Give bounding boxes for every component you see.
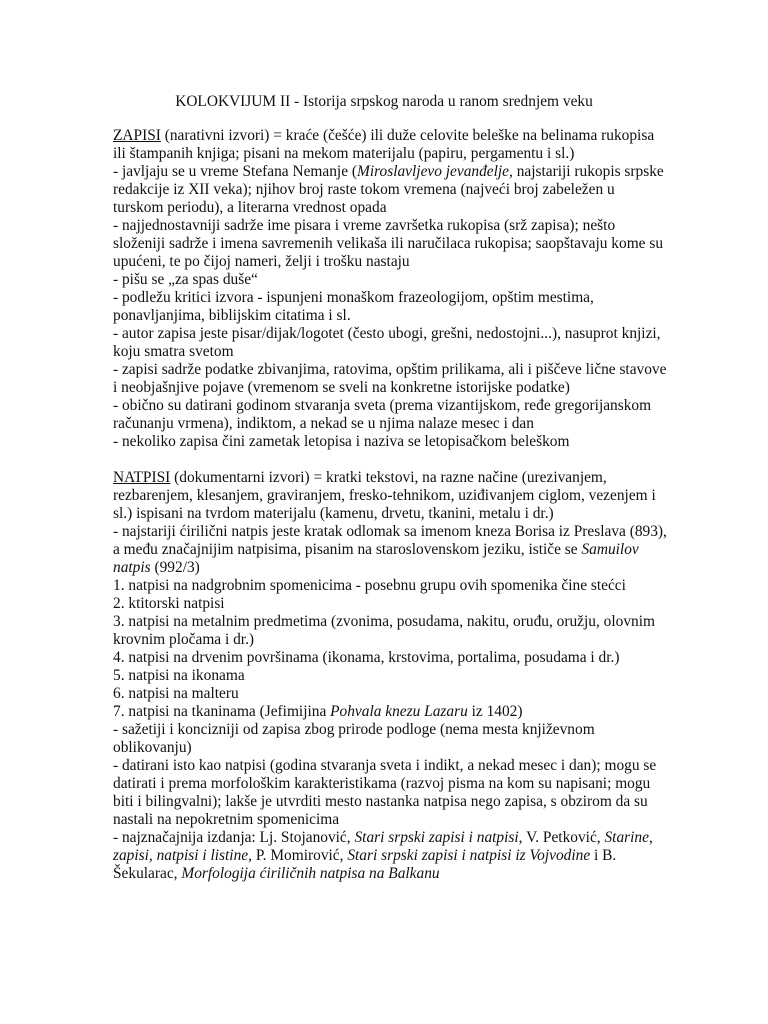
italic-title: Miroslavljevo jevanđelje [357, 163, 510, 180]
text-run: , V. Petković, [518, 829, 605, 846]
text-line [113, 181, 658, 199]
text-run: - pišu se „za spas duše“ [113, 271, 258, 288]
text-line [113, 289, 658, 307]
text-line [113, 235, 664, 253]
text-run: - autor zapisa jeste pisar/dijak/logotet (često ubogi, grešni, nedostojni...), nasuprot knjizi, [113, 325, 661, 342]
text-line [113, 325, 661, 343]
text-line [113, 415, 658, 433]
text-line [113, 559, 658, 577]
text-run: datirati i prema morfološkim karakteristikama (razvoj pisma na kom su napisani; mogu [113, 775, 651, 792]
text-line [113, 523, 667, 541]
text-line [113, 343, 658, 361]
italic-title: Pohvala knezu Lazaru [330, 703, 468, 720]
text-line [113, 721, 658, 739]
italic-title: Stari srpski zapisi i natpisi iz Vojvodine [347, 847, 591, 864]
text-run: - datirani isto kao natpisi (godina stvaranja sveta i indikt, a nekad mesec i dan); mogu se [113, 757, 657, 774]
text-run: - obično su datirani godinom stvaranja sveta (prema vizantijskom, ređe gregorijanskom [113, 397, 652, 414]
text-run: 4. natpisi na drvenim površinama (ikonama, krstovima, portalima, posudama i dr.) [113, 649, 620, 666]
text-run: ili štampanih knjiga; pisani na mekom materijalu (papiru, pergamentu i sl.) [113, 145, 575, 162]
text-run: - nekoliko zapisa čini zametak letopisa i naziva se letopisačkom beleškom [113, 433, 570, 450]
text-run: iz 1402) [467, 703, 523, 720]
text-run: 2. ktitorski natpisi [113, 595, 225, 612]
text-run: (dokumentarni izvori) = kratki tekstovi, na razne načine (urezivanjem, [170, 469, 607, 486]
text-run: , najstariji rukopis srpske [509, 163, 664, 180]
text-line [113, 271, 658, 289]
text-line [113, 847, 658, 865]
text-line [113, 793, 658, 811]
text-line [113, 631, 658, 649]
text-run: , P. Momirović, [248, 847, 348, 864]
text-run: redakcije iz XII veka); njihov broj raste tokom vremena (najveći broj zabeležen u [113, 181, 615, 198]
text-run: i neobjašnjive pojave (vremenom se sveli na konkretne istorijske podatke) [113, 379, 570, 396]
text-line [113, 775, 658, 793]
text-run: - najstariji ćirilični natpis jeste kratak odlomak sa imenom kneza Borisa iz Preslava (893), [113, 523, 667, 540]
document-title: KOLOKVIJUM II - Istorija srpskog naroda u ranom srednjem veku [175, 93, 593, 110]
italic-title: zapisi, natpisi i listine [113, 847, 249, 864]
text-line [113, 397, 658, 415]
text-run: biti i bilingvalni); lakše je utvrditi mesto nastanka natpisa nego zapisa, s obzirom da su [113, 793, 648, 810]
italic-title: Samuilov [581, 541, 639, 558]
text-line [113, 307, 658, 325]
text-run: - najznačajnija izdanja: Lj. Stojanović, [113, 829, 355, 846]
text-run: krovnim pločama i dr.) [113, 631, 255, 648]
italic-title: Morfologija ćiriličnih natpisa na Balkanu [181, 865, 440, 882]
text-line [113, 217, 658, 235]
text-line [113, 487, 658, 505]
section-zapisi [113, 127, 667, 451]
section-heading: NATPISI [113, 469, 171, 486]
section-heading: ZAPISI [113, 127, 161, 144]
text-line [113, 649, 658, 667]
text-line [113, 379, 658, 397]
text-run: 1. natpisi na nadgrobnim spomenicima - posebnu grupu ovih spomenika čine stećci [113, 577, 626, 594]
text-run: - podležu kritici izvora - ispunjeni monaškom frazeologijom, opštim mestima, [113, 289, 594, 306]
text-run: 6. natpisi na malteru [113, 685, 239, 702]
text-run: ponavljanjima, biblijskim citatima i sl. [113, 307, 351, 324]
text-line [113, 361, 667, 379]
text-run: - javljaju se u vreme Stefana Nemanje ( [113, 163, 358, 180]
text-run: - najjednostavniji sadrže ime pisara i vreme završetka rukopisa (srž zapisa); nešto [113, 217, 616, 234]
text-line [113, 685, 658, 703]
text-run: upućeni, te po čijoj nameri, želji i trošku nastaju [113, 253, 410, 270]
text-run: 3. natpisi na metalnim predmetima (zvonima, posudama, nakitu, oruđu, oružju, olovnim [113, 613, 655, 630]
text-line [113, 829, 658, 847]
text-run: koju smatra svetom [113, 343, 234, 360]
text-line [113, 163, 664, 181]
text-line [113, 577, 658, 595]
text-line [113, 865, 658, 883]
text-run: računanju vrmena), indiktom, a nekad se u njima nalaze mesec i dan [113, 415, 534, 432]
text-run: a među značajnijim natpisima, pisanim na staroslovenskom jeziku, ističe se [113, 541, 582, 558]
text-run: - zapisi sadrže podatke zbivanjima, ratovima, opštim prilikama, ali i piščeve lične stavove [113, 361, 667, 378]
text-run: (992/3) [150, 559, 200, 576]
text-run: Šekularac, [113, 865, 182, 882]
text-line [113, 127, 658, 145]
text-line [113, 703, 658, 721]
text-line [113, 667, 658, 685]
text-line [113, 613, 658, 631]
text-run: složeniji sadrže i imena savremenih velikaša ili naručilaca rukopisa; saopštavaju kome su [113, 235, 664, 252]
text-run: 7. natpisi na tkaninama (Jefimijina [113, 703, 331, 720]
text-line [113, 433, 658, 451]
text-line [113, 199, 658, 217]
text-line [113, 595, 658, 613]
text-line [113, 145, 658, 163]
text-run: sl.) ispisani na tvrdom materijalu (kamenu, drvetu, tkanini, metalu i dr.) [113, 505, 554, 522]
text-line [113, 757, 658, 775]
text-line [113, 253, 658, 271]
text-line [113, 541, 658, 559]
italic-title: natpis [113, 559, 151, 576]
text-line [113, 505, 658, 523]
italic-title: Starine, [604, 829, 653, 846]
text-line [113, 811, 658, 829]
text-line [113, 469, 658, 487]
text-run: 5. natpisi na ikonama [113, 667, 245, 684]
text-run: (narativni izvori) = kraće (češće) ili duže celovite beleške na belinama rukopisa [160, 127, 655, 144]
text-run: rezbarenjem, klesanjem, graviranjem, fresko-tehnikom, uziđivanjem ciglom, vezenjem i [113, 487, 656, 504]
text-line [113, 739, 658, 757]
italic-title: Stari srpski zapisi i natpisi [354, 829, 519, 846]
text-run: turskom periodu), a literarna vrednost opada [113, 199, 387, 216]
section-natpisi [113, 469, 667, 883]
text-run: i B. [590, 847, 617, 864]
text-run: oblikovanju) [113, 739, 192, 756]
text-run: - sažetiji i koncizniji od zapisa zbog prirode podloge (nema mesta književnom [113, 721, 595, 738]
text-run: nastali na nepokretnim spomenicima [113, 811, 340, 828]
